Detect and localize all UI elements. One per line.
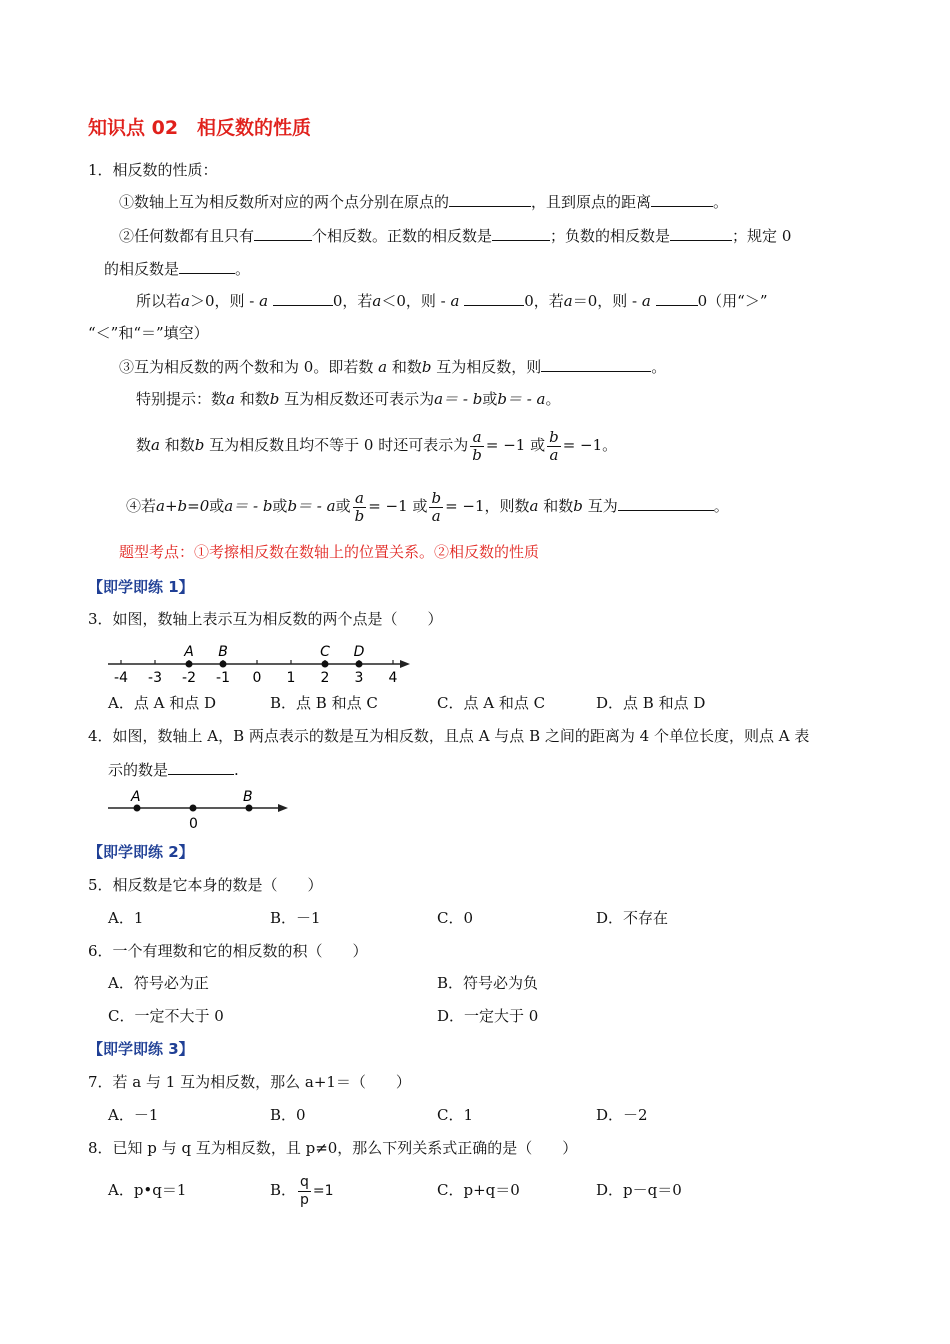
fraction-a-over-b: $\frac{a}{b}$ <box>354 488 365 525</box>
q5-option-a[interactable]: A．1 <box>108 909 144 927</box>
item1-line1: ①数轴上互为相反数所对应的两个点分别在原点的 ，且到原点的距离 。 <box>119 193 729 211</box>
q3-point-a <box>186 661 193 668</box>
q7-option-c[interactable]: C．1 <box>437 1106 474 1124</box>
q4-point-origin <box>190 805 197 812</box>
q5-option-d[interactable]: D．不存在 <box>596 909 669 927</box>
q6-option-d[interactable]: D．一定大于 0 <box>437 1007 539 1025</box>
q3-option-c[interactable]: C．点 A 和点 C <box>437 694 546 712</box>
q3-tick-label: 3 <box>354 670 364 686</box>
q3-axis-arrow <box>400 660 410 668</box>
item1-line3: 所以若a＞0，则 - a 0，若a＜0，则 - a 0，若a＝0，则 - a 0（用“＞” <box>136 292 768 310</box>
q8-option-d[interactable]: D．p－q＝0 <box>596 1181 682 1199</box>
practice-label-2: 【即学即练 2】 <box>88 843 194 861</box>
q5-option-b[interactable]: B．－1 <box>270 909 321 927</box>
q4-label-a: A <box>131 789 141 805</box>
q3-label-b: B <box>218 644 228 660</box>
q7-option-d[interactable]: D．－2 <box>596 1106 648 1124</box>
q3-label-c: C <box>320 644 330 660</box>
q3-option-d[interactable]: D．点 B 和点 D <box>596 694 706 712</box>
q3-tick-label: -1 <box>216 670 230 686</box>
q4-point-a <box>134 805 141 812</box>
q7-option-b[interactable]: B．0 <box>270 1106 306 1124</box>
fraction-b-over-a: $\frac{b}{a}$ <box>431 488 442 525</box>
section-title: 知识点 02 相反数的性质 <box>88 117 312 139</box>
q6-option-c[interactable]: C．一定不大于 0 <box>108 1007 224 1025</box>
q4-number-line <box>104 786 294 832</box>
q3-number-line <box>104 638 424 686</box>
q5-option-c[interactable]: C．0 <box>437 909 474 927</box>
q7-option-a[interactable]: A．－1 <box>108 1106 159 1124</box>
item1-line2b: 的相反数是 。 <box>104 260 251 278</box>
q4-label-origin: 0 <box>189 816 198 832</box>
q3-tick-label: 4 <box>388 670 398 686</box>
q3-option-b[interactable]: B．点 B 和点 C <box>270 694 378 712</box>
practice-label-1: 【即学即练 1】 <box>88 578 194 596</box>
fraction-a-over-b: $\frac{a}{b}$ <box>472 427 482 464</box>
q6-option-a[interactable]: A．符号必为正 <box>108 974 209 992</box>
q3-tick-label: 2 <box>320 670 330 686</box>
q8-fraction: $\frac{q}{p}$ <box>300 1173 309 1208</box>
item1-heading: 1．相反数的性质： <box>88 161 218 179</box>
q8-option-a[interactable]: A．p•q＝1 <box>108 1181 187 1199</box>
q7-stem: 7．若 a 与 1 互为相反数，那么 a+1＝（ ） <box>88 1073 411 1091</box>
q3-label-d: D <box>353 644 365 660</box>
fraction-b-over-a: $\frac{b}{a}$ <box>549 427 559 464</box>
q8-option-b[interactable]: B． $\frac{q}{p}$ =1 <box>270 1173 334 1208</box>
item1-line6: 数a 和数b 互为相反数且均不等于 0 时还可表示为 $\frac{a}{b}$ = −1 或 $\frac{b}{a}$ = −1。 <box>136 427 618 464</box>
q3-point-c <box>322 661 329 668</box>
item1-line5: 特别提示：数a 和数b 互为相反数还可表示为a＝ - b或b＝ - a。 <box>136 390 561 408</box>
q3-stem: 3．如图，数轴上表示互为相反数的两个点是（ ） <box>88 610 443 628</box>
q3-option-a[interactable]: A．点 A 和点 D <box>108 694 216 712</box>
q3-label-a: A <box>184 644 194 660</box>
q6-option-b[interactable]: B．符号必为负 <box>437 974 539 992</box>
item1-line4: ③互为相反数的两个数和为 0。即若数 a 和数b 互为相反数，则 。 <box>119 358 667 376</box>
item1-line3b: “＜”和“＝”填空） <box>88 324 209 342</box>
q3-point-d <box>356 661 363 668</box>
q4-stem: 4．如图，数轴上 A，B 两点表示的数是互为相反数，且点 A 与点 B 之间的距离为 4 个单位长度，则点 A 表 <box>88 727 810 745</box>
q6-stem: 6．一个有理数和它的相反数的积（ ） <box>88 942 368 960</box>
q3-tick-label: 0 <box>252 670 262 686</box>
q3-tick-label: -2 <box>182 670 196 686</box>
q4-axis-arrow <box>278 804 288 812</box>
q4-point-b <box>246 805 253 812</box>
hint-text: 题型考点：①考擦相反数在数轴上的位置关系。②相反数的性质 <box>119 543 540 561</box>
item1-line2: ②任何数都有且只有 个相反数。正数的相反数是 ；负数的相反数是 ；规定 0 <box>119 227 792 245</box>
q3-point-b <box>220 661 227 668</box>
item1-line7: ④若a+b=0或a＝ - b或b＝ - a或 $\frac{a}{b}$ = −1 或 $\frac{b}{a}$ = −1，则数a 和数b 互为 。 <box>126 488 729 525</box>
q8-stem: 8．已知 p 与 q 互为相反数，且 p≠0，那么下列关系式正确的是（ ） <box>88 1139 578 1157</box>
q5-stem: 5．相反数是它本身的数是（ ） <box>88 876 323 894</box>
practice-label-3: 【即学即练 3】 <box>88 1040 194 1058</box>
q8-option-c[interactable]: C．p+q＝0 <box>437 1181 520 1199</box>
q3-tick-label: -3 <box>148 670 162 686</box>
q4-label-b: B <box>243 789 253 805</box>
q4-stem-line2: 示的数是 . <box>108 761 239 779</box>
q3-tick-label: -4 <box>114 670 128 686</box>
q3-tick-label: 1 <box>286 670 296 686</box>
